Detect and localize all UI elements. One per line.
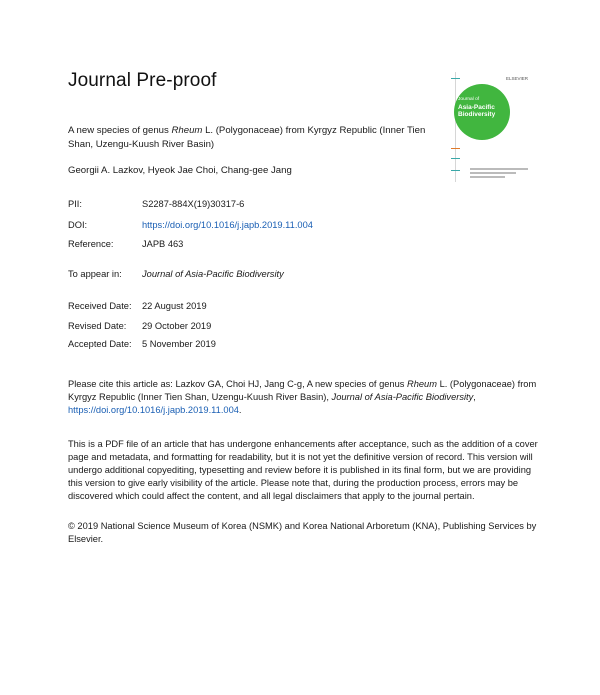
cover-tick xyxy=(451,158,460,159)
cover-journal-title: Asia-Pacific Biodiversity xyxy=(458,103,496,118)
meta-reference: Reference: JAPB 463 xyxy=(68,239,184,249)
meta-doi: DOI: https://doi.org/10.1016/j.japb.2019.11.004 xyxy=(68,220,313,230)
meta-revised: Revised Date: 29 October 2019 xyxy=(68,321,212,331)
cover-footer xyxy=(470,168,528,182)
cover-tick xyxy=(451,78,460,79)
authors: Georgii A. Lazkov, Hyeok Jae Choi, Chang-gee Jang xyxy=(68,165,292,176)
article-title: A new species of genus Rheum L. (Polygonaceae) from Kyrgyz Republic (Inner Tien Shan, Uzengu-Kuush River Basin) xyxy=(68,125,426,150)
cover-journal-name xyxy=(458,96,508,119)
cover-rule xyxy=(455,72,456,182)
copyright-paragraph: © 2019 National Science Museum of Korea (NSMK) and Korea National Arboretum (KNA), Publishing Services by Elsevier. xyxy=(68,521,537,544)
meta-pii: PII: S2287-884X(19)30317-6 xyxy=(68,199,245,209)
citation-paragraph: Please cite this article as: Lazkov GA, Choi HJ, Jang C-g, A new species of genus Rheum L. (Polygonaceae) from Kyrgyz Republic (Inner Tien Shan, Uzengu-Kuush River Basin), Journal of Asia-Pacific Biodiversity, https://doi.org/10.1016/j.japb.2019.11.004. xyxy=(68,379,537,415)
cover-tick xyxy=(451,170,460,171)
meta-received: Received Date: 22 August 2019 xyxy=(68,301,207,311)
page-title: Journal Pre-proof xyxy=(68,70,217,91)
citation-doi-link[interactable]: https://doi.org/10.1016/j.japb.2019.11.004 xyxy=(68,404,239,415)
meta-appear: To appear in: Journal of Asia-Pacific Biodiversity xyxy=(68,269,284,279)
meta-accepted: Accepted Date: 5 November 2019 xyxy=(68,339,216,349)
elsevier-logo-icon: ELSEVIER xyxy=(506,76,529,81)
disclaimer-paragraph: This is a PDF file of an article that has undergone enhancements after acceptance, such as the addition of a cover page and metadata, and formatting for readability, but it is not yet the definitive version of record. This version will undergo additional copyediting, typesetting and review before it is published in its final form, but we are providing this version to give early visibility of the article. Please note that, during the production process, errors may be discovered which could affect the content, and all legal disclaimers that apply to the journal pertain. xyxy=(68,439,538,501)
doi-link[interactable]: https://doi.org/10.1016/j.japb.2019.11.004 xyxy=(142,220,313,230)
cover-journal-of: Journal of xyxy=(458,97,480,102)
